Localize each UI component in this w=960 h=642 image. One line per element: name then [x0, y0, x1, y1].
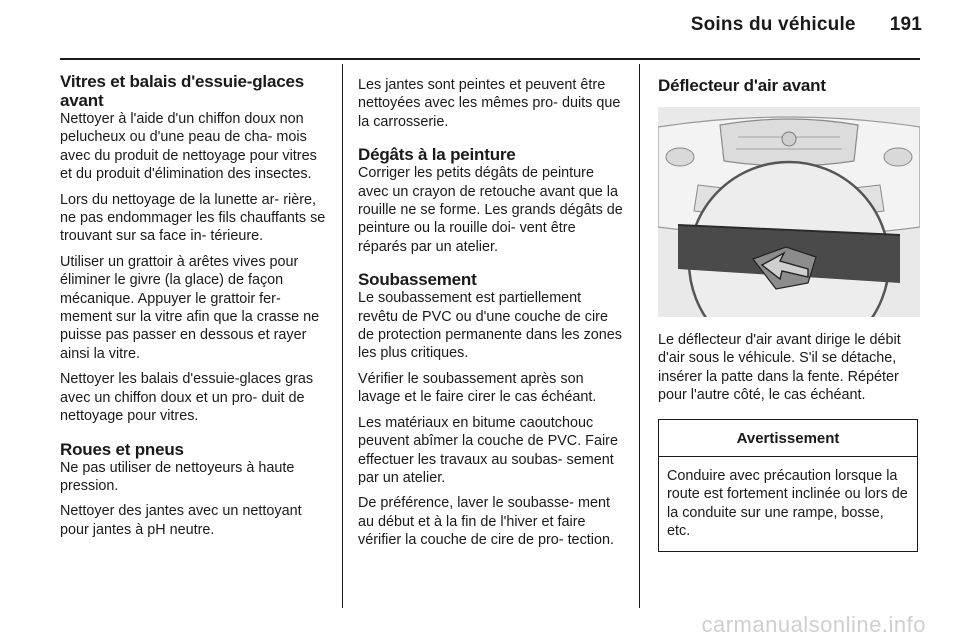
column-3 [658, 76, 920, 552]
car-front-drawing [658, 107, 920, 317]
warning-body: Conduire avec précaution lorsque la route est fortement inclinée ou lors de la conduite sur une rampe, bosse, etc. [667, 468, 908, 540]
paragraph: Le déflecteur d'air avant dirige le débit d'air sous le véhicule. S'il se détache, insérer la patte dans la fente. Répéter pour l'autre côté, le cas échéant. [658, 332, 901, 404]
page-number: 191 [889, 14, 922, 35]
paragraph: Les jantes sont peintes et peuvent être nettoyées avec les mêmes pro- duits que la carrosserie. [358, 77, 621, 130]
paragraph: Nettoyer les balais d'essuie-glaces gras avec un chiffon doux et un pro- duit de nettoyage pour vitres. [60, 371, 314, 425]
section-title-paint: Dégâts à la peinture [358, 145, 516, 165]
warning-title: Avertissement [659, 420, 917, 457]
page-header [691, 14, 922, 36]
paragraph: Vérifier le soubassement après son lavage et le faire cirer le cas échéant. [358, 370, 597, 406]
section-title-windows: Vitres et balais d'essuie-glaces avant [60, 72, 304, 110]
air-deflector-illustration [658, 107, 920, 317]
watermark: carmanualsonline.info [701, 612, 926, 637]
paragraph: Ne pas utiliser de nettoyeurs à haute pression. [60, 459, 295, 494]
column-1 [60, 72, 328, 553]
section-title-air-deflector: Déflecteur d'air avant [658, 76, 826, 95]
section-windows-wipers [60, 72, 328, 426]
paragraph: Les matériaux en bitume caoutchouc peuvent abîmer la couche de PVC. Faire effectuer les travaux au soubas- sement par un atelier. [358, 414, 618, 486]
warning-box [658, 419, 918, 552]
section-title-underbody: Soubassement [358, 270, 477, 290]
paragraph: Corriger les petits dégâts de peinture avec un crayon de retouche avant que la rouille ne se forme. Les grands dégâts de peinture ou la rouille doi- vent être réparés par un atelier. [358, 165, 623, 255]
chapter-title: Soins du véhicule [690, 14, 856, 35]
section-wheels-tyres [60, 440, 328, 540]
column-divider-1 [342, 64, 343, 608]
paragraph: Utiliser un grattoir à arêtes vives pour éliminer le givre (la glace) de façon mécanique. Appuyer le grattoir fer- mement sur la vitre afin que la crasse ne puisse pas passer en dessous et rayer ainsi la vitre. [60, 253, 320, 362]
column-2 [358, 76, 624, 564]
paragraph: Nettoyer à l'aide d'un chiffon doux non pelucheux ou d'une peau de cha- mois avec du produit de nettoyage pour vitres et du produit d'élimination des insectes. [60, 111, 317, 183]
paragraph: De préférence, laver le soubasse- ment au début et à la fin de l'hiver et faire vérifier la couche de cire de pro- tection. [358, 495, 614, 549]
paragraph: Nettoyer des jantes avec un nettoyant pour jantes à pH neutre. [60, 503, 302, 538]
header-rule [60, 58, 920, 60]
column-divider-2 [639, 64, 640, 608]
section-paint-damage [358, 145, 624, 256]
section-title-wheels: Roues et pneus [60, 439, 184, 459]
section-underbody [358, 270, 624, 549]
paragraph: Le soubassement est partiellement revêtu de PVC ou d'une couche de cire de protection permanente dans les zones les plus critiques. [358, 290, 622, 362]
paragraph: Lors du nettoyage de la lunette ar- rière, ne pas endommager les fils chauffants se trouvant sur sa face in- térieure. [60, 191, 326, 245]
